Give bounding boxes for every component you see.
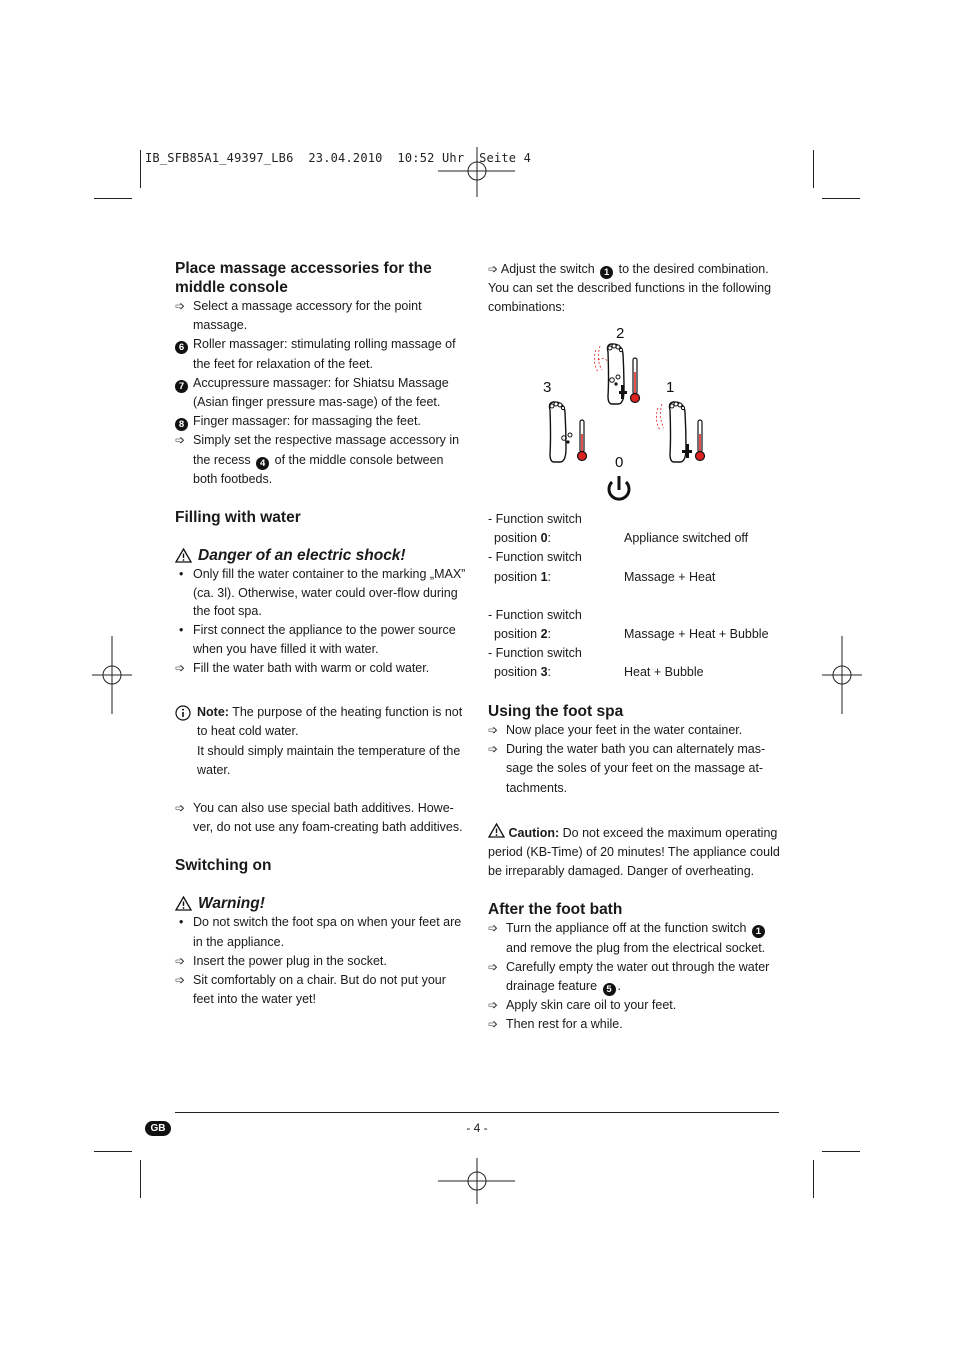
table-row: - Function switch position 0: Appliance switched off <box>488 512 749 546</box>
foot-icon <box>594 344 624 404</box>
diagram-label-2: 2 <box>616 325 625 342</box>
arrow-icon: ➩ <box>175 800 186 815</box>
arrow-icon: ➩ <box>488 723 499 737</box>
number-badge-icon: 1 <box>600 266 613 279</box>
arrow-icon: ➩ <box>175 660 186 675</box>
heading-placement: Place massage accessories for the middle console <box>175 260 432 296</box>
arrow-icon: ➩ <box>488 959 499 974</box>
page-number: - 4 - <box>466 1121 488 1135</box>
heading-using: Using the foot spa <box>488 703 624 720</box>
registration-mark-right <box>822 636 862 714</box>
heat-thermometer-icon <box>696 420 705 461</box>
list-item: 6 Roller massager: stimulating rolling massage of the feet for relaxation of the feet. <box>175 335 470 373</box>
foot-icon <box>550 402 567 462</box>
warning-triangle-icon <box>488 823 505 838</box>
heading-after: After the foot bath <box>488 901 623 919</box>
left-column <box>175 259 470 1009</box>
arrow-icon: ➩ <box>488 998 499 1013</box>
registration-mark-left <box>92 636 132 714</box>
note-block: Note: The purpose of the heating function is not to heat cold water. It should simply maintain the temperature of the water. <box>175 703 470 780</box>
number-badge-icon: 6 <box>175 341 188 354</box>
adjust-paragraph: ➩ Adjust the switch 1 to the desired combination. You can set the described functions in the following combinations: <box>488 262 772 315</box>
switch-position-diagram <box>530 320 730 505</box>
warning-triangle-icon <box>175 548 192 563</box>
language-badge: GB <box>145 1121 171 1136</box>
number-badge-icon: 1 <box>752 925 765 938</box>
list-item: ➩ During the water bath you can alternately mas-sage the soles of your feet on the massage at-tachments. <box>488 742 766 795</box>
number-badge-icon: 4 <box>256 457 269 470</box>
number-badge-icon: 7 <box>175 380 188 393</box>
list-item: • Only fill the water container to the marking „MAX” (ca. 3l). Otherwise, water could over-flow during the foot spa. <box>179 567 466 619</box>
warning-triangle-icon <box>175 896 192 911</box>
heat-thermometer-icon <box>578 420 587 461</box>
danger-title: Danger of an electric shock! <box>175 546 470 565</box>
list-item: ➩ You can also use special bath additives. Howe-ver, do not use any foam-creating bath additives. <box>175 800 463 835</box>
list-item: ➩ Sit comfortably on a chair. But do not put your feet into the water yet! <box>175 972 446 1007</box>
list-item: 8 Finger massager: for massaging the feet. <box>175 412 470 431</box>
heading-switching: Switching on <box>175 857 272 875</box>
list-item: ➩ Then rest for a while. <box>488 1015 780 1034</box>
caution-block: Caution: Do not exceed the maximum operating period (KB-Time) of 20 minutes! The appliance could be irreparably damaged. Danger of overheating. <box>488 823 780 882</box>
list-item: ➩ Simply set the respective massage accessory in the recess 4 of the middle console between both footbeds. <box>175 433 460 486</box>
list-item: ➩ Apply skin care oil to your feet. <box>488 996 780 1015</box>
arrow-icon: ➩ <box>488 921 499 936</box>
info-icon <box>175 705 191 721</box>
arrow-icon: ➩ <box>175 299 186 313</box>
arrow-icon: ➩ <box>175 433 186 448</box>
list-item: ➩ Carefully empty the water out through the water drainage feature 5 . <box>488 959 770 996</box>
table-row: - Function switch position 2: Massage + Heat + Bubble <box>488 607 769 641</box>
table-row: - Function switch position 1: Massage + Heat <box>488 550 716 584</box>
list-item: ➩ Now place your feet in the water container. <box>488 721 780 740</box>
heading-filling: Filling with water <box>175 509 301 527</box>
registration-mark-top <box>437 147 517 197</box>
number-badge-icon: 8 <box>175 418 188 431</box>
arrow-icon: ➩ <box>488 742 499 757</box>
right-column-lower <box>488 702 780 1035</box>
print-header: IB_SFB85A1_49397_LB6 23.04.2010 10:52 Uhr Seite 4 <box>145 151 532 165</box>
list-item: ➩ Fill the water bath with warm or cold water. <box>175 659 470 678</box>
arrow-icon: ➩ <box>175 953 186 968</box>
list-item: ➩ Insert the power plug in the socket. <box>175 952 470 971</box>
list-item: • Do not switch the foot spa on when your feet are in the appliance. <box>179 915 462 949</box>
diagram-label-0: 0 <box>615 454 624 471</box>
power-icon <box>609 476 629 499</box>
arrow-icon: ➩ <box>488 262 499 276</box>
arrow-icon: ➩ <box>488 1017 499 1032</box>
warning-title: Warning! <box>175 894 470 913</box>
list-item: • First connect the appliance to the power source when you have filled it with water. <box>179 622 456 656</box>
foot-icon <box>656 402 686 462</box>
registration-mark-bottom <box>437 1158 517 1204</box>
list-item: ➩ Turn the appliance off at the function switch 1 and remove the plug from the electrical socket. <box>488 921 766 955</box>
diagram-label-1: 1 <box>666 379 675 396</box>
heat-thermometer-icon <box>631 358 640 403</box>
list-item: 7 Accupressure massager: for Shiatsu Massage (Asian finger pressure mas-sage) of the feet. <box>175 374 470 412</box>
list-item: ➩ Select a massage accessory for the point massage. <box>175 299 422 333</box>
footer-rule <box>175 1112 779 1113</box>
position-table <box>488 510 788 683</box>
table-row: - Function switch position 3: Heat + Bubble <box>488 646 704 680</box>
right-column <box>488 260 780 318</box>
number-badge-icon: 5 <box>603 983 616 996</box>
diagram-label-3: 3 <box>543 379 552 396</box>
arrow-icon: ➩ <box>175 972 186 987</box>
